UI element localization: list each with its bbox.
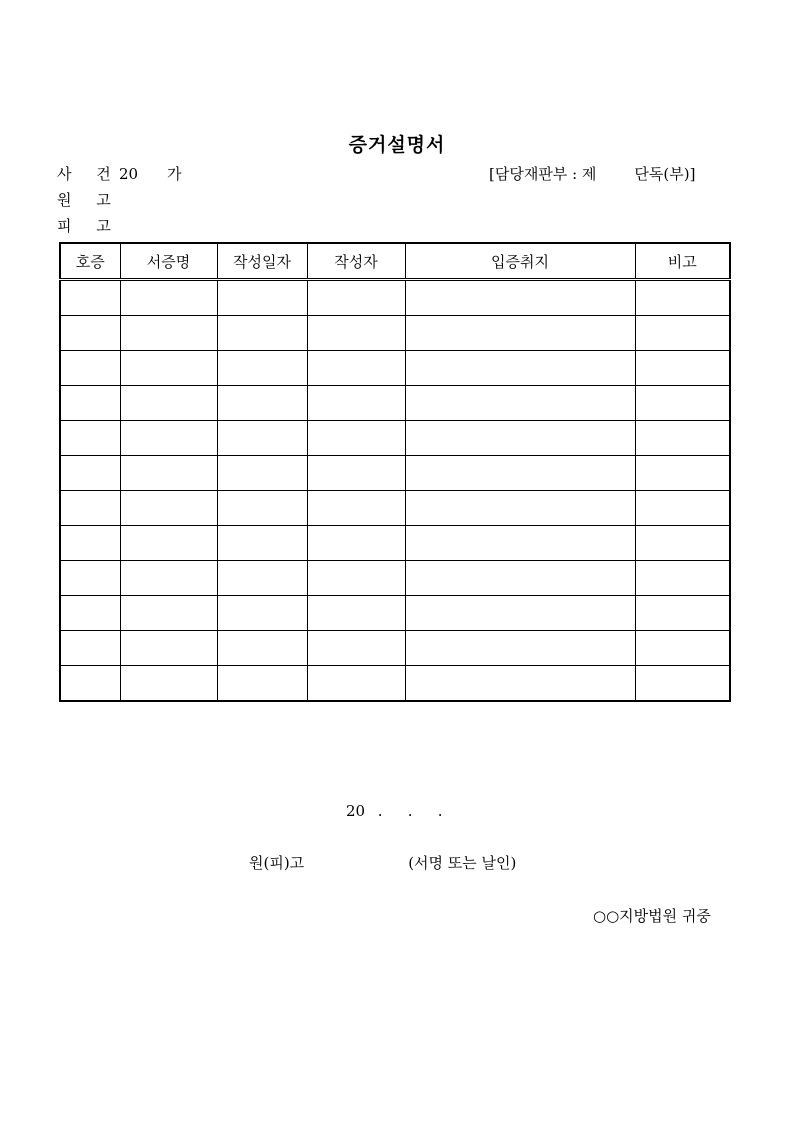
- table-header-row: [60, 243, 730, 280]
- table-cell: [120, 491, 217, 526]
- table-cell: [405, 456, 635, 491]
- table-cell: [307, 386, 405, 421]
- table-cell: [635, 666, 730, 702]
- table-cell: [635, 456, 730, 491]
- table-cell: [405, 421, 635, 456]
- date-dot: .: [437, 802, 443, 820]
- table-cell: [217, 526, 307, 561]
- table-cell: [307, 561, 405, 596]
- signature-note: (서명 또는 날인): [408, 854, 517, 872]
- table-cell: [405, 561, 635, 596]
- date-dot: .: [407, 802, 413, 820]
- table-cell: [307, 456, 405, 491]
- table-row: [60, 666, 730, 702]
- column-header-author: 작성자: [307, 243, 405, 280]
- table-cell: [307, 596, 405, 631]
- table-cell: [60, 386, 120, 421]
- defendant-label: 피 고: [57, 217, 121, 235]
- addressee: ○○지방법원 귀중: [593, 907, 711, 925]
- table-row: [60, 280, 730, 316]
- table-cell: [120, 561, 217, 596]
- table-cell: [120, 386, 217, 421]
- evidence-table: [59, 242, 731, 702]
- table-cell: [307, 316, 405, 351]
- table-cell: [635, 596, 730, 631]
- table-cell: [60, 666, 120, 702]
- table-cell: [635, 526, 730, 561]
- column-header-document-name: 서증명: [120, 243, 217, 280]
- signature-party: 원(피)고: [249, 854, 305, 872]
- table-cell: [405, 596, 635, 631]
- table-cell: [405, 526, 635, 561]
- court-division-prefix: [담당재판부 : 제: [489, 165, 597, 183]
- table-cell: [60, 421, 120, 456]
- table-cell: [405, 386, 635, 421]
- table-cell: [635, 421, 730, 456]
- court-division: [489, 163, 695, 184]
- table-cell: [120, 351, 217, 386]
- table-cell: [120, 631, 217, 666]
- table-cell: [217, 596, 307, 631]
- table-cell: [217, 631, 307, 666]
- table-cell: [405, 316, 635, 351]
- date-line: [346, 802, 455, 820]
- table-cell: [635, 491, 730, 526]
- table-cell: [60, 596, 120, 631]
- table-cell: [60, 561, 120, 596]
- table-cell: [405, 351, 635, 386]
- table-cell: [635, 280, 730, 316]
- table-cell: [307, 280, 405, 316]
- table-cell: [60, 280, 120, 316]
- table-row: [60, 631, 730, 666]
- table-cell: [307, 421, 405, 456]
- table-cell: [217, 491, 307, 526]
- table-row: [60, 456, 730, 491]
- signature-line: [249, 852, 516, 873]
- case-year-prefix: 20: [119, 165, 139, 183]
- plaintiff-label: 원 고: [57, 191, 121, 209]
- table-cell: [217, 666, 307, 702]
- table-row: [60, 596, 730, 631]
- table-cell: [635, 316, 730, 351]
- table-cell: [307, 351, 405, 386]
- case-line: [57, 163, 182, 184]
- table-cell: [217, 421, 307, 456]
- table-cell: [120, 280, 217, 316]
- table-cell: [217, 280, 307, 316]
- court-division-suffix: 단독(부)]: [634, 165, 696, 183]
- table-cell: [60, 631, 120, 666]
- table-cell: [405, 666, 635, 702]
- table-cell: [635, 386, 730, 421]
- table-row: [60, 386, 730, 421]
- date-year-prefix: 20: [346, 802, 366, 820]
- table-cell: [60, 456, 120, 491]
- date-dot: .: [377, 802, 383, 820]
- table-cell: [120, 456, 217, 491]
- table-cell: [307, 491, 405, 526]
- table-cell: [217, 386, 307, 421]
- table-cell: [217, 351, 307, 386]
- table-cell: [60, 351, 120, 386]
- table-row: [60, 316, 730, 351]
- table-cell: [307, 666, 405, 702]
- table-cell: [217, 456, 307, 491]
- table-cell: [405, 631, 635, 666]
- table-cell: [120, 596, 217, 631]
- table-cell: [217, 561, 307, 596]
- table-row: [60, 526, 730, 561]
- plaintiff-line: [57, 189, 119, 210]
- column-header-purpose: 입증취지: [405, 243, 635, 280]
- table-cell: [307, 526, 405, 561]
- document-title: 증거설명서: [348, 134, 446, 156]
- column-header-exhibit-no: 호증: [60, 243, 120, 280]
- table-cell: [307, 631, 405, 666]
- column-header-remarks: 비고: [635, 243, 730, 280]
- table-cell: [120, 666, 217, 702]
- table-cell: [60, 491, 120, 526]
- table-row: [60, 491, 730, 526]
- table-row: [60, 421, 730, 456]
- table-row: [60, 561, 730, 596]
- column-header-date-created: 작성일자: [217, 243, 307, 280]
- case-type: 가: [167, 165, 182, 183]
- table-cell: [120, 421, 217, 456]
- table-cell: [217, 316, 307, 351]
- evidence-table-body: [60, 280, 730, 702]
- table-cell: [635, 351, 730, 386]
- table-cell: [120, 526, 217, 561]
- table-cell: [60, 316, 120, 351]
- table-cell: [60, 526, 120, 561]
- table-cell: [635, 561, 730, 596]
- table-row: [60, 351, 730, 386]
- defendant-line: [57, 215, 119, 236]
- table-cell: [405, 280, 635, 316]
- table-cell: [120, 316, 217, 351]
- case-label: 사 건: [57, 165, 121, 183]
- table-cell: [405, 491, 635, 526]
- table-cell: [635, 631, 730, 666]
